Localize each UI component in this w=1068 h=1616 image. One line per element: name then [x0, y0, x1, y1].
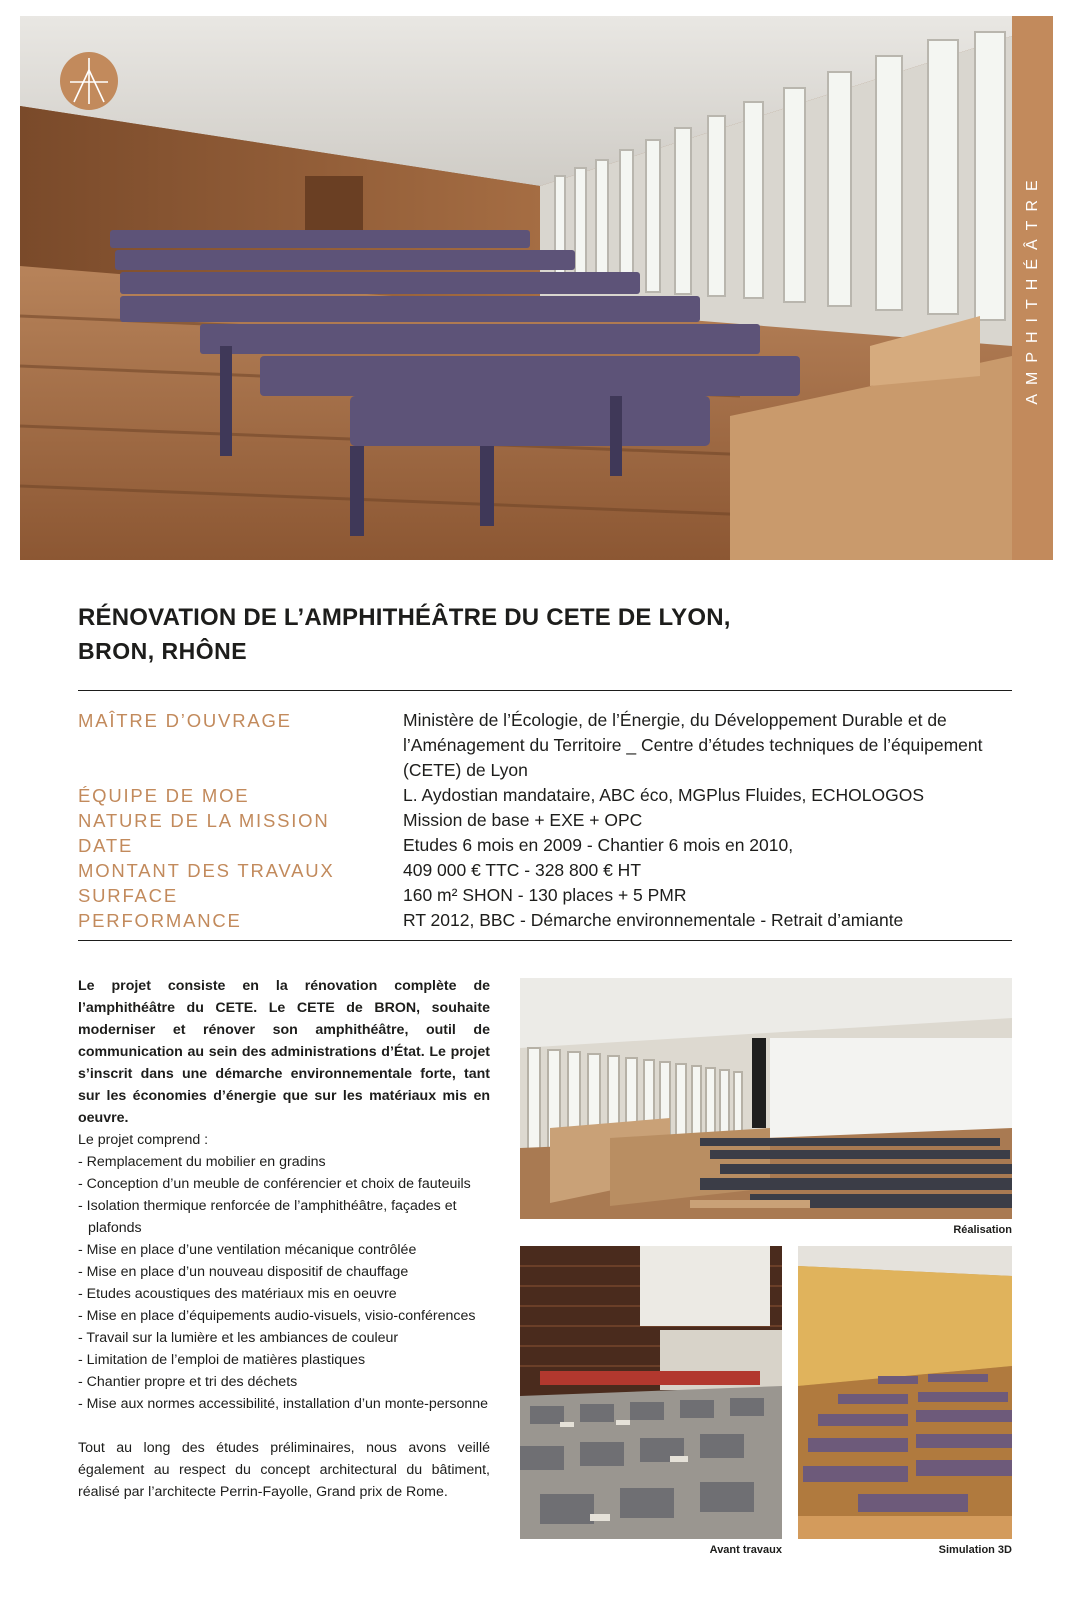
caption-realisation: Réalisation [953, 1224, 1012, 1236]
simulation-3d-photo [798, 1246, 1012, 1539]
info-label: SURFACE [78, 885, 178, 906]
info-value: Ministère de l’Écologie, de l’Énergie, du Développement Durable et de l’Aménagement du Territoire _ Centre d’études techniques de l’équipement (CETE) de Lyon [403, 710, 983, 780]
project-title: RÉNOVATION DE L’AMPHITHÉÂTRE DU CETE DE LYON, [78, 604, 731, 631]
info-value: 409 000 € TTC - 328 800 € HT [403, 860, 642, 880]
info-row [78, 833, 1012, 858]
list-item: - Chantier propre et tri des déchets [78, 1374, 298, 1390]
realisation-photo [520, 978, 1012, 1219]
list-item: - Mise en place d’un nouveau dispositif de chauffage [78, 1264, 409, 1280]
info-label: DATE [78, 835, 134, 856]
info-row [78, 908, 1012, 933]
intro-paragraph: Le projet consiste en la rénovation complète de l’amphithéâtre du CETE. Le CETE de BRON, souhaite moderniser et rénover son amphithéâtre, outil de communication au sein des administrations d’État. Le projet s’inscrit dans une démarche environnementale forte, tant sur les économies d’énergie que sur les matériaux mis en oeuvre. [78, 978, 490, 1126]
info-value: Etudes 6 mois en 2009 - Chantier 6 mois en 2010, [403, 835, 794, 855]
info-label: PERFORMANCE [78, 910, 242, 931]
before-works-photo [520, 1246, 782, 1539]
list-item: - Etudes acoustiques des matériaux mis en oeuvre [78, 1286, 397, 1302]
section-band [1012, 16, 1053, 560]
brand-logo-icon [60, 52, 118, 110]
info-value: 160 m² SHON - 130 places + 5 PMR [403, 885, 687, 905]
list-item: - Remplacement du mobilier en gradins [78, 1154, 326, 1170]
project-description [78, 975, 490, 1503]
info-row [78, 858, 1012, 883]
list-item: - Mise aux normes accessibilité, installation d’un monte-personne [78, 1396, 489, 1412]
list-item: - Isolation thermique renforcée de l’amphithéâtre, façades et plafonds [78, 1198, 457, 1236]
project-location: BRON, RHÔNE [78, 638, 248, 664]
scope-list [78, 1151, 490, 1415]
list-item: - Conception d’un meuble de conférencier et choix de fauteuils [78, 1176, 471, 1192]
closing-paragraph: Tout au long des études préliminaires, nous avons veillé également au respect du concept architectural du bâtiment, réalisé par l’architecte Perrin-Fayolle, Grand prix de Rome. [78, 1440, 490, 1500]
project-info-table [78, 708, 1012, 933]
list-item: - Limitation de l’emploi de matières plastiques [78, 1352, 366, 1368]
info-row [78, 808, 1012, 833]
info-value: L. Aydostian mandataire, ABC éco, MGPlus Fluides, ECHOLOGOS [403, 785, 925, 805]
hero-photo [20, 16, 1012, 560]
section-label: AMPHITHÉÂTRE [1023, 171, 1041, 405]
list-item: - Travail sur la lumière et les ambiances de couleur [78, 1330, 399, 1346]
info-label: MONTANT DES TRAVAUX [78, 860, 335, 881]
caption-simulation: Simulation 3D [938, 1544, 1012, 1556]
caption-before: Avant travaux [709, 1544, 782, 1556]
info-label: NATURE DE LA MISSION [78, 810, 330, 831]
info-label: ÉQUIPE DE MOE [78, 785, 250, 806]
info-value: RT 2012, BBC - Démarche environnementale - Retrait d’amiante [403, 910, 904, 930]
list-item: - Mise en place d’équipements audio-visuels, visio-conférences [78, 1308, 476, 1324]
info-row [78, 708, 1012, 783]
list-intro: Le projet comprend : [78, 1132, 209, 1148]
info-row [78, 783, 1012, 808]
info-value: Mission de base + EXE + OPC [403, 810, 643, 830]
bottom-divider [78, 940, 1012, 941]
list-item: - Mise en place d’une ventilation mécanique contrôlée [78, 1242, 417, 1258]
top-divider [78, 690, 1012, 691]
info-label: MAÎTRE D’OUVRAGE [78, 710, 292, 731]
info-row [78, 883, 1012, 908]
